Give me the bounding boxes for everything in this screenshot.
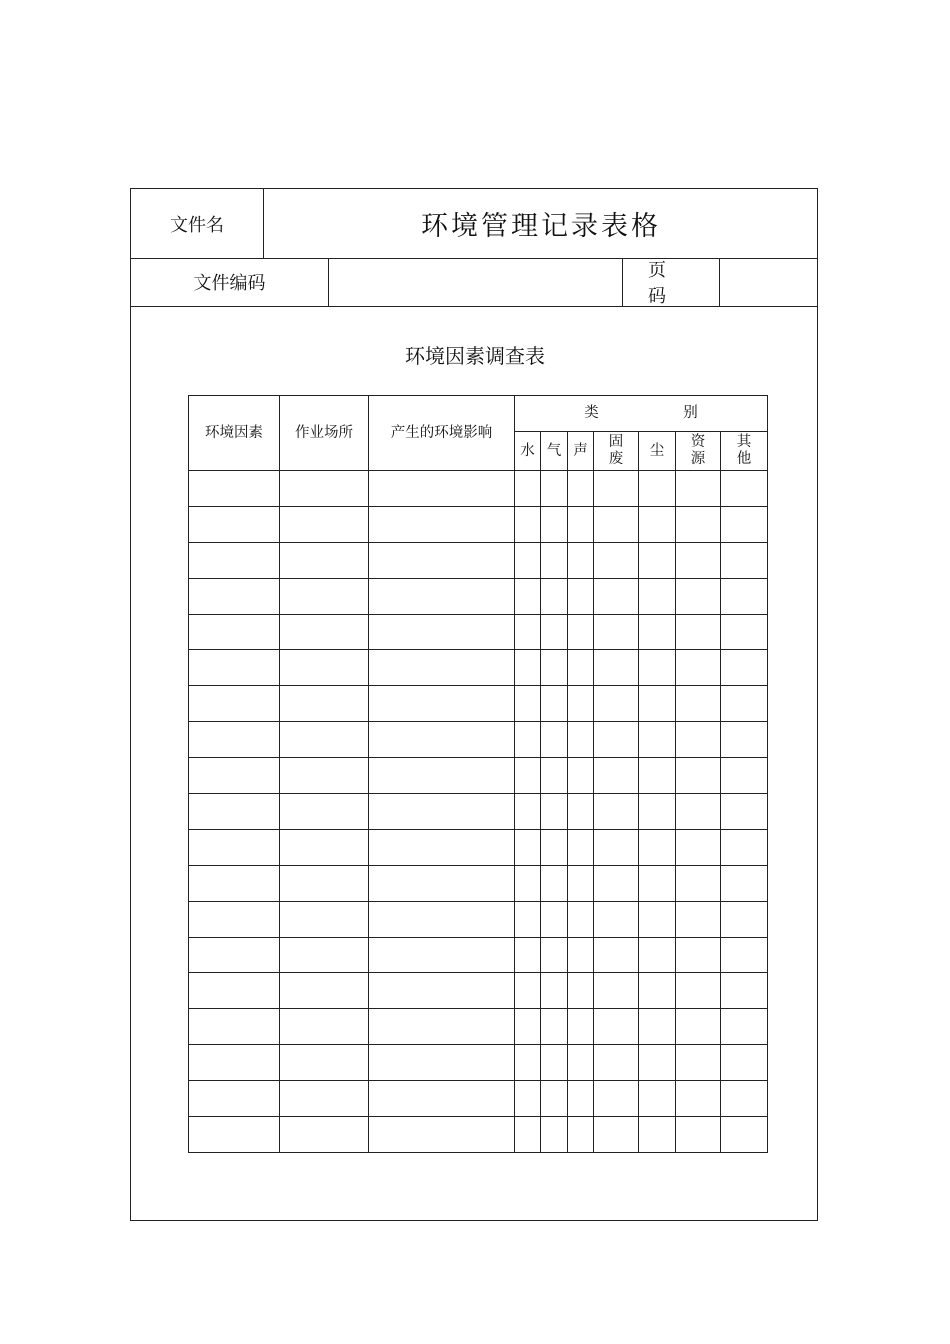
table-cell[interactable]: [369, 901, 515, 937]
table-cell[interactable]: [639, 1045, 676, 1081]
table-cell[interactable]: [639, 901, 676, 937]
table-cell[interactable]: [189, 614, 280, 650]
table-row: [189, 471, 768, 507]
table-cell[interactable]: [189, 471, 280, 507]
table-cell[interactable]: [676, 794, 721, 830]
table-cell[interactable]: [515, 829, 541, 865]
table-cell[interactable]: [721, 1045, 768, 1081]
table-cell[interactable]: [594, 1081, 639, 1117]
table-cell[interactable]: [676, 542, 721, 578]
table-cell[interactable]: [639, 650, 676, 686]
table-row: [189, 1045, 768, 1081]
table-cell[interactable]: [280, 865, 369, 901]
table-row: [189, 1009, 768, 1045]
table-cell[interactable]: [280, 1117, 369, 1153]
category-header-label: 固废: [608, 434, 624, 467]
table-cell[interactable]: [568, 614, 594, 650]
table-cell[interactable]: [541, 1045, 568, 1081]
category-header-label: 水: [520, 442, 535, 459]
table-cell[interactable]: [639, 829, 676, 865]
table-cell[interactable]: [676, 973, 721, 1009]
table-cell[interactable]: [639, 758, 676, 794]
table-cell[interactable]: [721, 1117, 768, 1153]
table-cell[interactable]: [541, 578, 568, 614]
table-cell[interactable]: [541, 829, 568, 865]
table-row: [189, 865, 768, 901]
table-cell[interactable]: [280, 686, 369, 722]
table-cell[interactable]: [676, 614, 721, 650]
table-cell[interactable]: [541, 937, 568, 973]
table-cell[interactable]: [280, 973, 369, 1009]
table-cell[interactable]: [369, 1081, 515, 1117]
table-cell[interactable]: [369, 578, 515, 614]
table-cell[interactable]: [568, 1081, 594, 1117]
table-cell[interactable]: [189, 650, 280, 686]
table-cell[interactable]: [369, 829, 515, 865]
table-cell[interactable]: [515, 937, 541, 973]
table-cell[interactable]: [280, 829, 369, 865]
table-cell[interactable]: [541, 865, 568, 901]
table-cell[interactable]: [280, 506, 369, 542]
table-cell[interactable]: [515, 1117, 541, 1153]
table-cell[interactable]: [639, 937, 676, 973]
table-cell[interactable]: [515, 578, 541, 614]
table-cell[interactable]: [639, 471, 676, 507]
table-cell[interactable]: [676, 471, 721, 507]
table-cell[interactable]: [676, 1081, 721, 1117]
table-cell[interactable]: [280, 758, 369, 794]
table-cell[interactable]: [639, 973, 676, 1009]
table-cell[interactable]: [721, 650, 768, 686]
table-cell[interactable]: [369, 1117, 515, 1153]
table-cell[interactable]: [721, 578, 768, 614]
table-cell[interactable]: [676, 937, 721, 973]
table-cell[interactable]: [594, 722, 639, 758]
category-header: [721, 432, 768, 471]
table-cell[interactable]: [676, 1117, 721, 1153]
table-cell[interactable]: [541, 686, 568, 722]
table-cell[interactable]: [568, 829, 594, 865]
category-header-label: 气: [546, 442, 562, 459]
table-row: [189, 686, 768, 722]
category-header-label: 资源: [690, 434, 706, 467]
table-cell[interactable]: [676, 1045, 721, 1081]
table-cell[interactable]: [369, 506, 515, 542]
table-cell[interactable]: [594, 901, 639, 937]
table-cell[interactable]: [280, 722, 369, 758]
table-cell[interactable]: [676, 865, 721, 901]
table-cell[interactable]: [594, 686, 639, 722]
table-cell[interactable]: [541, 794, 568, 830]
table-cell[interactable]: [189, 542, 280, 578]
table-cell[interactable]: [369, 471, 515, 507]
category-header-label: 尘: [649, 442, 665, 459]
table-cell[interactable]: [594, 973, 639, 1009]
table-cell[interactable]: [639, 1117, 676, 1153]
table-cell[interactable]: [189, 506, 280, 542]
table-cell[interactable]: [568, 865, 594, 901]
table-cell[interactable]: [594, 506, 639, 542]
table-cell[interactable]: [721, 1081, 768, 1117]
table-cell[interactable]: [568, 578, 594, 614]
table-cell[interactable]: [369, 794, 515, 830]
table-cell[interactable]: [280, 937, 369, 973]
table-cell[interactable]: [594, 937, 639, 973]
table-cell[interactable]: [369, 973, 515, 1009]
table-cell[interactable]: [189, 578, 280, 614]
file-code-label: 文件编码: [193, 273, 266, 294]
table-cell[interactable]: [369, 650, 515, 686]
file-code-value[interactable]: [328, 258, 622, 306]
category-header: [568, 432, 594, 471]
table-cell[interactable]: [721, 829, 768, 865]
table-cell[interactable]: [280, 650, 369, 686]
table-cell[interactable]: [568, 758, 594, 794]
table-cell[interactable]: [189, 1045, 280, 1081]
table-cell[interactable]: [515, 901, 541, 937]
category-header: [676, 432, 721, 471]
table-row: [189, 650, 768, 686]
table-cell[interactable]: [639, 614, 676, 650]
table-cell[interactable]: [189, 937, 280, 973]
table-cell[interactable]: [568, 1117, 594, 1153]
table-cell[interactable]: [280, 1009, 369, 1045]
table-cell[interactable]: [676, 758, 721, 794]
table-cell[interactable]: [676, 686, 721, 722]
table-row: [189, 794, 768, 830]
table-cell[interactable]: [594, 758, 639, 794]
table-cell[interactable]: [515, 758, 541, 794]
table-cell[interactable]: [541, 542, 568, 578]
table-cell[interactable]: [369, 1045, 515, 1081]
table-row: [189, 973, 768, 1009]
table-cell[interactable]: [280, 1045, 369, 1081]
table-cell[interactable]: [676, 1009, 721, 1045]
table-cell[interactable]: [369, 1009, 515, 1045]
table-cell[interactable]: [369, 758, 515, 794]
table-cell[interactable]: [568, 471, 594, 507]
table-cell[interactable]: [515, 973, 541, 1009]
table-cell[interactable]: [568, 722, 594, 758]
table-cell[interactable]: [639, 794, 676, 830]
table-cell[interactable]: [515, 865, 541, 901]
category-header: [515, 432, 541, 471]
col-header-location: 作业场所: [280, 396, 369, 471]
table-cell[interactable]: [369, 865, 515, 901]
table-cell[interactable]: [369, 937, 515, 973]
table-cell[interactable]: [594, 865, 639, 901]
table-row: [189, 1117, 768, 1153]
table-cell[interactable]: [594, 578, 639, 614]
table-cell[interactable]: [189, 1117, 280, 1153]
table-cell[interactable]: [639, 1081, 676, 1117]
table-cell[interactable]: [721, 937, 768, 973]
table-cell[interactable]: [721, 686, 768, 722]
category-header: [639, 432, 676, 471]
table-cell[interactable]: [568, 686, 594, 722]
table-cell[interactable]: [639, 542, 676, 578]
table-cell[interactable]: [189, 1081, 280, 1117]
table-cell[interactable]: [189, 758, 280, 794]
table-cell[interactable]: [568, 1009, 594, 1045]
table-cell[interactable]: [280, 901, 369, 937]
page-value[interactable]: [719, 258, 819, 306]
table-cell[interactable]: [515, 686, 541, 722]
table-cell[interactable]: [676, 578, 721, 614]
table-cell[interactable]: [594, 471, 639, 507]
table-cell[interactable]: [594, 794, 639, 830]
table-row: [189, 542, 768, 578]
col-header-impact: 产生的环境影响: [369, 396, 515, 471]
table-cell[interactable]: [515, 506, 541, 542]
category-header-label: 其他: [736, 434, 752, 467]
table-cell[interactable]: [594, 542, 639, 578]
table-cell[interactable]: [721, 865, 768, 901]
table-row: [189, 722, 768, 758]
category-header: [594, 432, 639, 471]
table-cell[interactable]: [639, 1009, 676, 1045]
table-cell[interactable]: [189, 901, 280, 937]
table-cell[interactable]: [594, 650, 639, 686]
table-cell[interactable]: [541, 1117, 568, 1153]
table-cell[interactable]: [676, 506, 721, 542]
table-cell[interactable]: [568, 973, 594, 1009]
table-cell[interactable]: [676, 901, 721, 937]
category-header: [541, 432, 568, 471]
table-cell[interactable]: [721, 722, 768, 758]
table-cell[interactable]: [189, 973, 280, 1009]
table-cell[interactable]: [541, 901, 568, 937]
table-cell[interactable]: [515, 471, 541, 507]
table-cell[interactable]: [515, 542, 541, 578]
table-cell[interactable]: [515, 722, 541, 758]
table-cell[interactable]: [369, 686, 515, 722]
table-cell[interactable]: [189, 865, 280, 901]
table-cell[interactable]: [189, 1009, 280, 1045]
table-cell[interactable]: [676, 650, 721, 686]
table-row: [189, 758, 768, 794]
table-cell[interactable]: [568, 1045, 594, 1081]
table-cell[interactable]: [568, 901, 594, 937]
table-cell[interactable]: [280, 794, 369, 830]
table-row: [189, 1081, 768, 1117]
table-cell[interactable]: [541, 614, 568, 650]
table-cell[interactable]: [639, 506, 676, 542]
col-header-category: [515, 396, 768, 432]
table-cell[interactable]: [515, 614, 541, 650]
table-cell[interactable]: [515, 1009, 541, 1045]
table-cell[interactable]: [568, 794, 594, 830]
table-cell[interactable]: [568, 506, 594, 542]
table-cell[interactable]: [280, 1081, 369, 1117]
table-cell[interactable]: [541, 722, 568, 758]
table-cell[interactable]: [721, 471, 768, 507]
table-cell[interactable]: [189, 794, 280, 830]
table-cell[interactable]: [369, 542, 515, 578]
table-cell[interactable]: [515, 1045, 541, 1081]
table-cell[interactable]: [594, 1045, 639, 1081]
table-cell[interactable]: [639, 686, 676, 722]
table-cell[interactable]: [676, 722, 721, 758]
table-cell[interactable]: [189, 686, 280, 722]
table-cell[interactable]: [568, 542, 594, 578]
table-cell[interactable]: [515, 650, 541, 686]
table-row: [189, 614, 768, 650]
category-label: 类 别: [584, 405, 738, 421]
table-cell[interactable]: [189, 722, 280, 758]
table-cell[interactable]: [594, 829, 639, 865]
file-name-label: 文件名: [170, 214, 224, 236]
table-cell[interactable]: [676, 829, 721, 865]
table-cell[interactable]: [515, 1081, 541, 1117]
table-cell[interactable]: [541, 650, 568, 686]
table-cell[interactable]: [369, 722, 515, 758]
table-cell[interactable]: [639, 578, 676, 614]
table-cell[interactable]: [721, 614, 768, 650]
table-row: [189, 578, 768, 614]
table-cell[interactable]: [541, 471, 568, 507]
table-cell[interactable]: [594, 1009, 639, 1045]
table-cell[interactable]: [280, 614, 369, 650]
table-cell[interactable]: [721, 901, 768, 937]
form-title: 环境管理记录表格: [421, 211, 661, 242]
table-cell[interactable]: [280, 471, 369, 507]
table-cell[interactable]: [515, 794, 541, 830]
table-cell[interactable]: [721, 973, 768, 1009]
table-cell[interactable]: [280, 578, 369, 614]
table-cell[interactable]: [568, 937, 594, 973]
table-cell[interactable]: [189, 829, 280, 865]
col-header-factor: 环境因素: [189, 396, 280, 471]
page-label: 页 码: [648, 260, 692, 307]
table-cell[interactable]: [721, 758, 768, 794]
table-cell[interactable]: [541, 758, 568, 794]
table-row: [189, 937, 768, 973]
table-cell[interactable]: [541, 1081, 568, 1117]
table-row: [189, 506, 768, 542]
table-cell[interactable]: [568, 650, 594, 686]
table-cell[interactable]: [541, 506, 568, 542]
table-cell[interactable]: [639, 722, 676, 758]
table-cell[interactable]: [594, 1117, 639, 1153]
table-cell[interactable]: [541, 973, 568, 1009]
form-frame: [130, 188, 818, 1221]
table-cell[interactable]: [594, 614, 639, 650]
table-row: [189, 901, 768, 937]
table-cell[interactable]: [721, 506, 768, 542]
survey-title: 环境因素调查表: [405, 343, 545, 368]
table-cell[interactable]: [721, 1009, 768, 1045]
table-cell[interactable]: [721, 542, 768, 578]
category-header-label: 声: [573, 442, 588, 459]
table-cell[interactable]: [280, 542, 369, 578]
table-cell[interactable]: [721, 794, 768, 830]
table-row: [189, 829, 768, 865]
table-cell[interactable]: [639, 865, 676, 901]
survey-table: [188, 395, 768, 1153]
table-cell[interactable]: [541, 1009, 568, 1045]
table-cell[interactable]: [369, 614, 515, 650]
